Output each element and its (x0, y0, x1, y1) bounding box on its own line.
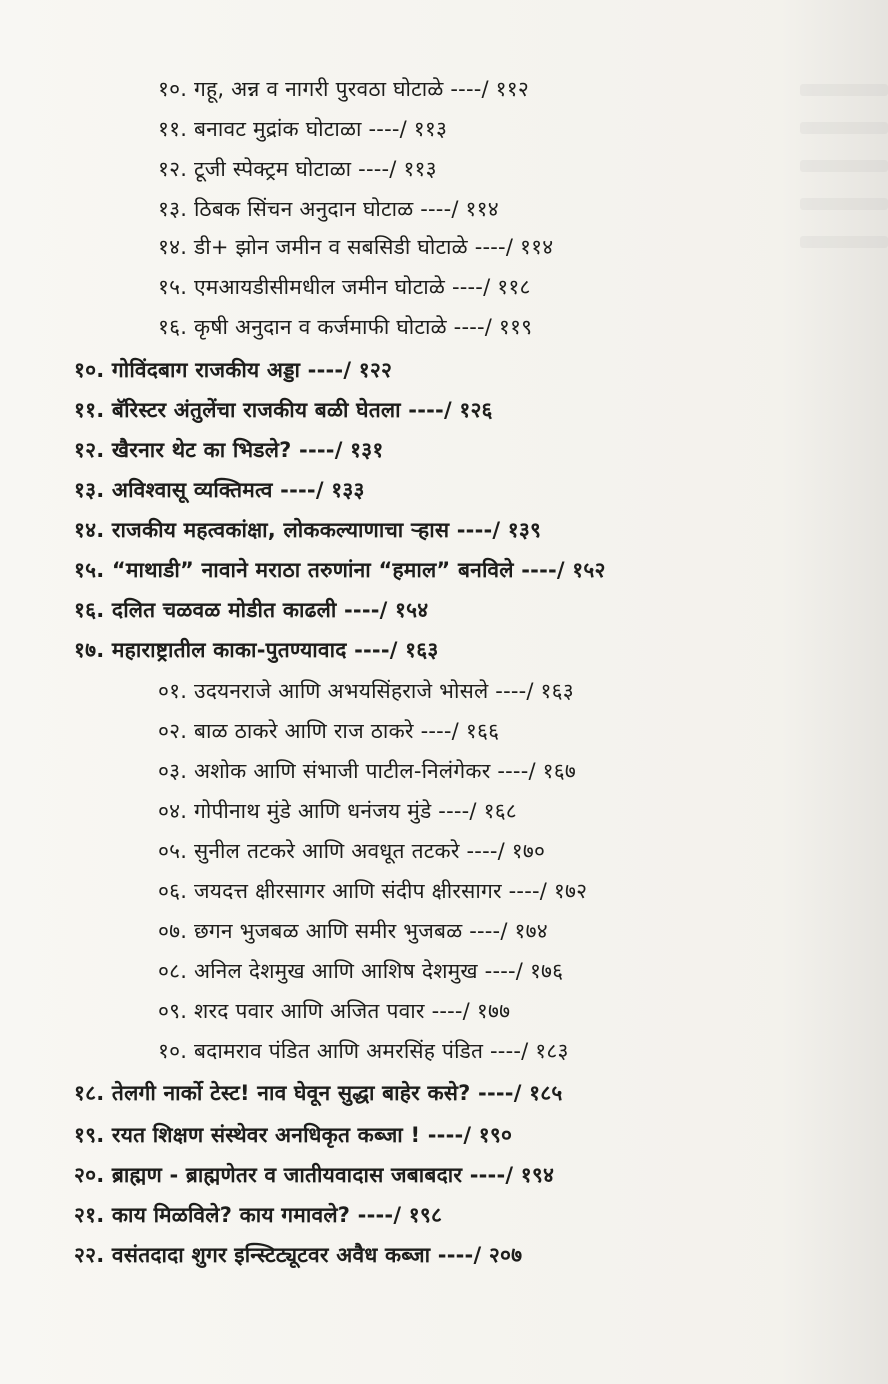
toc-entry: १३. अविश्वासू व्यक्तिमत्व ----/ १३३ (74, 478, 365, 502)
toc-subentry: १४. डी+ झोन जमीन व सबसिडी घोटाळे ----/ ११४ (158, 235, 554, 259)
toc-entry: १५. “माथाडी” नावाने मराठा तरुणांना “हमाल” बनविले ----/ १५२ (74, 558, 606, 582)
toc-entry: २१. काय मिळविले? काय गमावले? ----/ १९८ (74, 1203, 443, 1227)
toc-entry: १२. खैरनार थेट का भिडले? ----/ १३१ (74, 438, 384, 462)
toc-subentry: १३. ठिबक सिंचन अनुदान घोटाळ ----/ ११४ (158, 197, 499, 221)
toc-subentry: १२. टूजी स्पेक्ट्रम घोटाळा ----/ ११३ (158, 157, 437, 181)
toc-subentry: ११. बनावट मुद्रांक घोटाळा ----/ ११३ (158, 117, 448, 141)
toc-entry: १६. दलित चळवळ मोडीत काढली ----/ १५४ (74, 598, 429, 622)
toc-subentry: १६. कृषी अनुदान व कर्जमाफी घोटाळे ----/ ११९ (158, 315, 533, 339)
toc-entry: १०. गोविंदबाग राजकीय अड्डा ----/ १२२ (74, 358, 393, 382)
toc-subentry: ०६. जयदत्त क्षीरसागर आणि संदीप क्षीरसागर ----/ १७२ (158, 879, 588, 903)
toc-entry: ११. बॅरिस्टर अंतुलेंचा राजकीय बळी घेतला ----/ १२६ (74, 398, 493, 422)
toc-subentry: ०५. सुनील तटकरे आणि अवधूत तटकरे ----/ १७० (158, 839, 546, 863)
toc-subentry: ०३. अशोक आणि संभाजी पाटील-निलंगेकर ----/ १६७ (158, 759, 576, 783)
toc-entry: २०. ब्राह्मण - ब्राह्मणेतर व जातीयवादास जबाबदार ----/ १९४ (74, 1163, 555, 1187)
toc-entry: १७. महाराष्ट्रातील काका-पुतण्यावाद ----/ १६३ (74, 638, 439, 662)
toc-subentry: ०१. उदयनराजे आणि अभयसिंहराजे भोसले ----/ १६३ (158, 679, 574, 703)
toc-subentry: ०७. छगन भुजबळ आणि समीर भुजबळ ----/ १७४ (158, 919, 548, 943)
toc-entry: १८. तेलगी नार्को टेस्ट! नाव घेवून सुद्धा बाहेर कसे? ----/ १८५ (74, 1081, 563, 1105)
toc-subentry: १०. गहू, अन्न व नागरी पुरवठा घोटाळे ----/ ११२ (158, 77, 530, 101)
toc-subentry: ०८. अनिल देशमुख आणि आशिष देशमुख ----/ १७६ (158, 959, 564, 983)
toc-entry: १४. राजकीय महत्वकांक्षा, लोककल्याणाचा ऱ्हास ----/ १३९ (74, 518, 542, 542)
toc-subentry: १५. एमआयडीसीमधील जमीन घोटाळे ----/ ११८ (158, 275, 531, 299)
toc-subentry: ०२. बाळ ठाकरे आणि राज ठाकरे ----/ १६६ (158, 719, 500, 743)
toc-subentry: ०४. गोपीनाथ मुंडे आणि धनंजय मुंडे ----/ १६८ (158, 799, 517, 823)
toc-subentry: १०. बदामराव पंडित आणि अमरसिंह पंडित ----/ १८३ (158, 1039, 569, 1063)
toc-entry: १९. रयत शिक्षण संस्थेवर अनधिकृत कब्जा ! ----/ १९० (74, 1123, 513, 1147)
toc-subentry: ०९. शरद पवार आणि अजित पवार ----/ १७७ (158, 999, 511, 1023)
toc-entry: २२. वसंतदादा शुगर इन्स्टिट्यूटवर अवैध कब्जा ----/ २०७ (74, 1243, 523, 1267)
